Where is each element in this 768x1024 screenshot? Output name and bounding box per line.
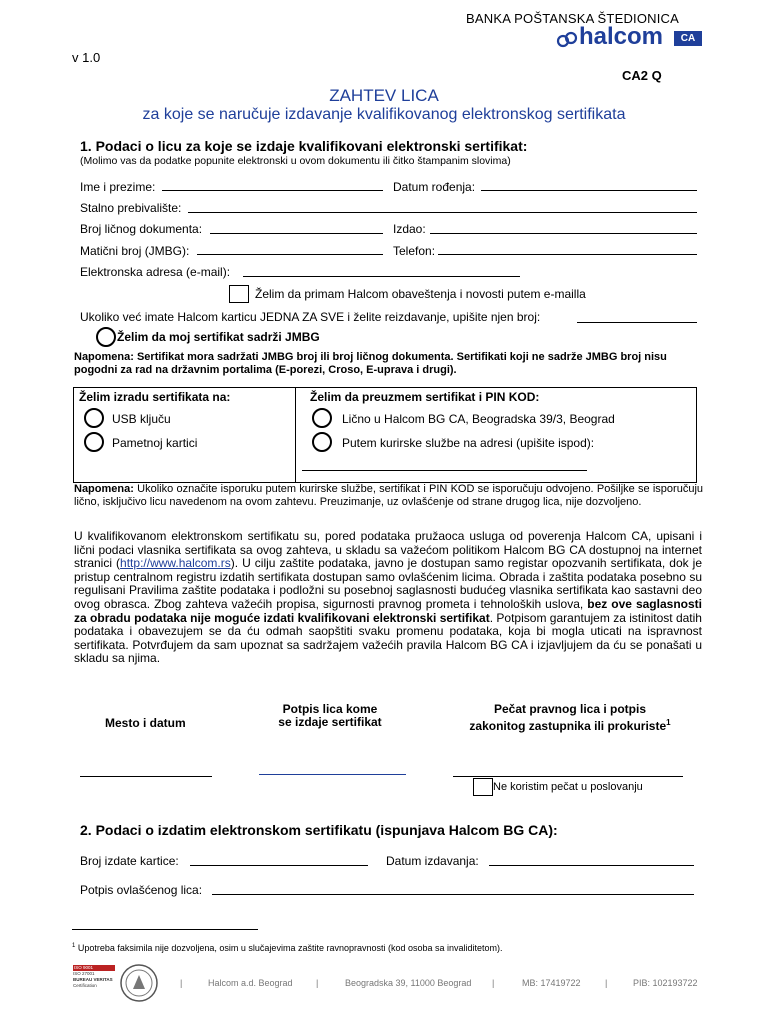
label-card-no: Broj izdate kartice:: [80, 854, 179, 868]
no-stamp-label: Ne koristim pečat u poslovanju: [493, 781, 643, 793]
cert-line-4: Certification: [73, 983, 97, 988]
input-card-no[interactable]: [190, 865, 368, 866]
label-izdao: Izdao:: [393, 222, 426, 236]
stamp-footnote-ref: 1: [666, 718, 671, 727]
version: v 1.0: [72, 50, 101, 65]
footer-address: Beogradska 39, 11000 Beograd: [345, 978, 472, 988]
label-telefon: Telefon:: [393, 244, 436, 258]
cert-line-2: ISO 27001: [73, 971, 95, 976]
napomena-courier: [74, 483, 703, 509]
jmbg-option-label: Želim da moj sertifikat sadrži JMBG: [117, 330, 320, 344]
footnote-separator: [72, 929, 258, 930]
input-authorized-signature[interactable]: [212, 894, 694, 895]
section1-heading: 1. Podaci o licu za koje se izdaje kvalifikovani elektronski sertifikat:: [80, 138, 528, 154]
place-date-label: Mesto i datum: [105, 716, 186, 730]
footer-sep-2: |: [316, 978, 319, 988]
stamp-label: [440, 703, 700, 733]
section1-note: (Molimo vas da podatke popunite elektronski u ovom dokumentu ili čitko štampanim slovima): [80, 155, 511, 167]
cert-line-1: ISO 9001: [73, 965, 115, 971]
input-issue-date[interactable]: [489, 865, 694, 866]
footer-sep-4: |: [605, 978, 608, 988]
footnote-text: Upotreba faksimila nije dozvoljena, osim u slučajevima zaštite ravnopravnosti (kod osoba sa invaliditetom).: [75, 943, 503, 953]
smartcard-label: Pametnoj kartici: [112, 436, 198, 450]
pickup-radio[interactable]: [312, 408, 332, 428]
halcom-logo-text: halcom: [579, 23, 664, 50]
section2-heading: 2. Podaci o izdatim elektronskom sertifikatu (ispunjava Halcom BG CA):: [80, 822, 558, 838]
options-divider: [295, 388, 296, 482]
napomena-courier-label: Napomena:: [74, 483, 134, 495]
page-subtitle: za koje se naručuje izdavanje kvalifikovanog elektronskog sertifikata: [142, 106, 626, 123]
options-left-heading: Želim izradu sertifikata na:: [79, 390, 231, 404]
footnote-mark: 1: [72, 943, 76, 949]
label-broj-licnog: Broj ličnog dokumenta:: [80, 222, 203, 236]
consent-part1: U kvalifikovanom elektronskom sertifikatu su, pored podataka pružaoca usluga od poverenja Halcom CA, upisani i lični podaci vlasnika sertifikata sa ovog zahteva, u skladu sa važećom politikom Halcom BG CA dostupnoj na internet stranici (: [74, 529, 702, 571]
input-card-number[interactable]: [577, 322, 697, 323]
courier-label: Putem kurirske službe na adresi (upišite ispod):: [342, 436, 595, 450]
signature-input[interactable]: [259, 774, 406, 775]
stamp-label-line2: zakonitog zastupnika ili prokuriste: [469, 719, 667, 733]
courier-address-input[interactable]: [302, 470, 587, 471]
napomena-jmbg: Napomena: Sertifikat mora sadržati JMBG broj ili broj ličnog dokumenta. Sertifikati koji ne sadrže JMBG broj nisu pogodni za rad na državnim portalima (E-porezi, Croso, E-uprava i drugi).: [74, 351, 667, 376]
newsletter-checkbox[interactable]: [229, 285, 249, 303]
stamp-input[interactable]: [453, 776, 683, 777]
options-right-heading: Želim da preuzmem sertifikat i PIN KOD:: [310, 390, 540, 404]
footer-sep-3: |: [492, 978, 495, 988]
consent-text: [74, 530, 702, 666]
input-jmbg[interactable]: [197, 254, 383, 255]
form-code: CA2 Q: [622, 68, 662, 83]
footer-company: Halcom a.d. Beograd: [208, 978, 293, 988]
options-box: [73, 387, 697, 483]
jmbg-option-radio[interactable]: [96, 327, 116, 347]
halcom-link[interactable]: http://www.halcom.rs: [120, 556, 231, 571]
consent-part3: . Potpisom garantujem za istinitost datih podataka i obavezujem se da ću odmah saopštiti svaku promenu podataka, koja bi mogla uticati na ispravnost sertifikata. Potvrđujem da sam upoznat sa sadržajem važećih pravila Halcom BG CA i izjavljujem da ću se ponašati u skladu sa njima.: [74, 610, 702, 666]
footer-bar: [0, 978, 768, 992]
footer-sep-1: |: [180, 978, 183, 988]
pickup-label: Lično u Halcom BG CA, Beogradska 39/3, Beograd: [342, 412, 615, 426]
ca-badge: CA: [674, 31, 702, 46]
footer-pib: PIB: 102193722: [633, 978, 698, 988]
usb-label: USB ključu: [112, 412, 171, 426]
input-broj-licnog[interactable]: [210, 233, 383, 234]
label-ime: Ime i prezime:: [80, 180, 156, 194]
consent-bold: bez ove saglasnosti za obradu podataka nije moguće izdati kvalifikovani elektronski sertifikat: [74, 596, 702, 625]
bank-name: BANKA POŠTANSKA ŠTEDIONICA: [466, 11, 680, 26]
cert-line-3: BUREAU VERITAS: [73, 977, 113, 982]
input-email[interactable]: [243, 276, 520, 277]
sign-label-line1: Potpis lica kome: [282, 702, 378, 716]
input-prebivaliste[interactable]: [188, 212, 697, 213]
place-date-input[interactable]: [80, 776, 212, 777]
input-ime[interactable]: [162, 190, 383, 191]
footer-mb: MB: 17419722: [522, 978, 581, 988]
smartcard-radio[interactable]: [84, 432, 104, 452]
input-telefon[interactable]: [438, 254, 697, 255]
courier-radio[interactable]: [312, 432, 332, 452]
sign-label-line2: se izdaje sertifikat: [278, 715, 382, 729]
input-izdao[interactable]: [430, 233, 697, 234]
page-title: ZAHTEV LICA: [329, 86, 439, 105]
stamp-label-line1: Pečat pravnog lica i potpis: [493, 702, 647, 716]
usb-radio[interactable]: [84, 408, 104, 428]
label-authorized-signature: Potpis ovlašćenog lica:: [80, 883, 203, 897]
footnote: [72, 943, 503, 953]
label-datum-rodjenja: Datum rođenja:: [393, 180, 476, 194]
label-email: Elektronska adresa (e-mail):: [80, 265, 231, 279]
consent-part2: ). U cilju zaštite podataka, javno je dostupan samo registar opozvanih sertifikata, dok je pristup centralnom registru izdatih sertifikata dostupan samo ovlašćenim licima. Obrada i zaštita podataka posebno su regulisani Pravilima zaštite podataka i podložni su posebnoj saglasnosti budućeg vlasnika sertifikata kao sastavni deo ovog obrasca. Zbog zahteva važećih propisa, sigurnosti pravnog prometa i tehnoloških uslova,: [74, 556, 703, 611]
sign-label: [250, 703, 410, 729]
newsletter-label: Želim da primam Halcom obaveštenja i novosti putem e-mailla: [255, 287, 586, 301]
reissue-label: Ukoliko već imate Halcom karticu JEDNA ZA SVE i želite reizdavanje, upišite njen broj:: [80, 310, 541, 324]
label-prebivaliste: Stalno prebivalište:: [80, 201, 182, 215]
napomena-courier-text: Ukoliko označite isporuku putem kurirske službe, sertifikat i PIN KOD se isporučuju odvojeno. Pošiljke se isporučuju lično, isključivo licu navedenom na ovom zahtevu. Preuzimanje, uz ovlašćenje od strane drugog lica, nije dozvoljeno.: [74, 483, 703, 508]
input-datum-rodjenja[interactable]: [481, 190, 697, 191]
no-stamp-checkbox[interactable]: [473, 778, 493, 796]
label-issue-date: Datum izdavanja:: [386, 854, 479, 868]
label-jmbg: Matični broj (JMBG):: [80, 244, 190, 258]
